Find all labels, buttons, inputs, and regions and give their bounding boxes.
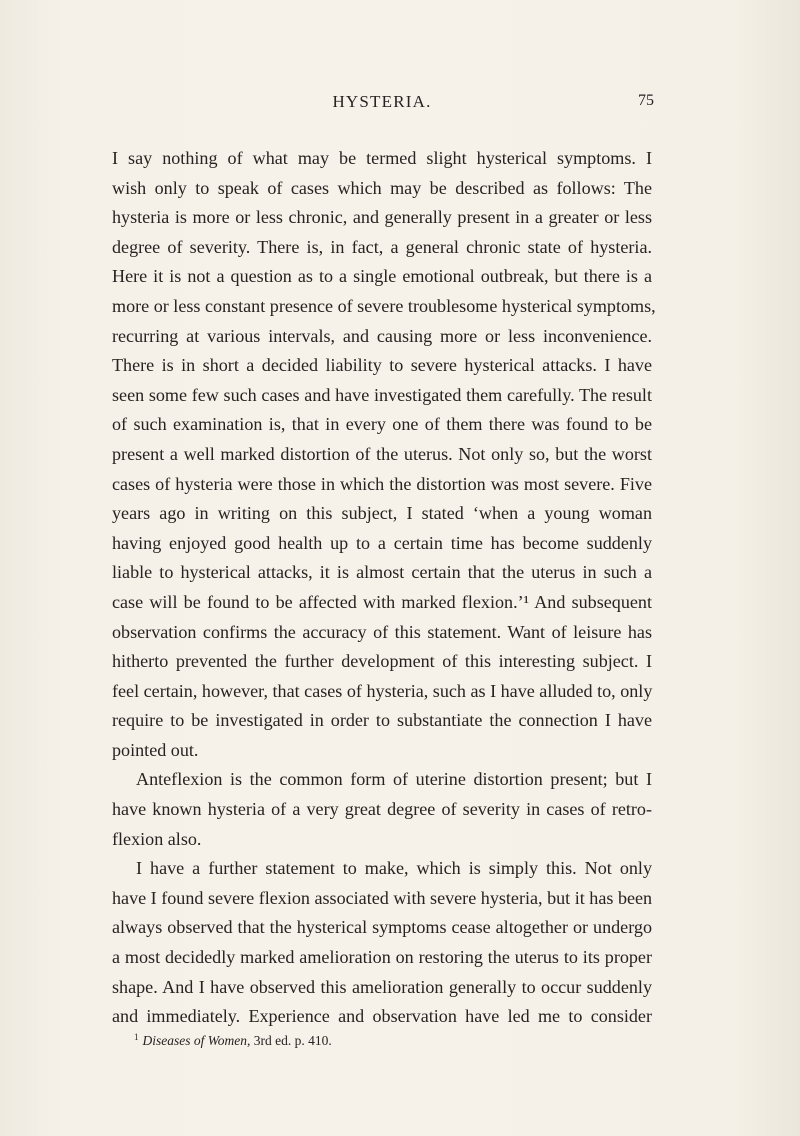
text-line: and immediately. Experience and observation have led me to consider [112,1006,652,1027]
text-line: hysteria is more or less chronic, and generally present in a greater or less [112,207,652,228]
text-line: always observed that the hysterical symptoms cease altogether or undergo [112,917,652,938]
text-line: Anteflexion is the common form of uterine distortion present; but I [136,769,652,790]
text-line: shape. And I have observed this amelioration generally to occur suddenly [112,976,652,997]
text-line: I have a further statement to make, which is simply this. Not only [136,858,652,879]
footnote-book-title: Diseases of Women, [142,1033,251,1048]
footnote [112,1032,674,1049]
text-line: present a well marked distortion of the uterus. Not only so, but the worst [112,443,652,464]
text-line: require to be investigated in order to substantiate the connection I have [112,710,652,731]
text-line: I say nothing of what may be termed slight hysterical symptoms. I [112,148,652,168]
text-line: liable to hysterical attacks, it is almost certain that the uterus in such a [112,562,652,583]
text-line: case will be found to be affected with marked flexion.’¹ And subsequent [112,591,652,612]
text-line: seen some few such cases and have investigated them carefully. The result [112,384,652,405]
text-line: feel certain, however, that cases of hysteria, such as I have alluded to, only [112,680,653,701]
text-line: recurring at various intervals, and causing more or less inconvenience. [112,325,652,346]
running-title: HYSTERIA. [332,92,432,111]
footnote-edition: 3rd ed. p. 410. [250,1033,332,1048]
text-line: of such examination is, that in every one of them there was found to be [112,414,652,435]
text-line: pointed out. [112,739,199,760]
footnote-marker: 1 [134,1032,139,1042]
page-number: 75 [638,92,654,109]
text-line: have known hysteria of a very great degree of severity in cases of retro- [112,799,652,820]
text-line: flexion also. [112,828,202,849]
text-line: having enjoyed good health up to a certain time has become suddenly [112,532,652,553]
text-line: have I found severe flexion associated with severe hysteria, but it has been [112,887,653,908]
text-line: Here it is not a question as to a single emotional outbreak, but there is a [112,266,652,287]
text-line: wish only to speak of cases which may be described as follows: The [112,177,652,198]
text-line: more or less constant presence of severe troublesome hysterical symptoms, [112,295,656,316]
running-head [112,92,652,118]
body-text [112,144,656,1032]
text-line: There is in short a decided liability to severe hysterical attacks. I have [112,355,652,376]
text-line: a most decidedly marked amelioration on restoring the uterus to its proper [112,947,652,968]
text-line: hitherto prevented the further development of this interesting subject. I [112,651,652,672]
text-line: cases of hysteria were those in which the distortion was most severe. Five [112,473,652,494]
text-line: years ago in writing on this subject, I stated ‘when a young woman [112,503,652,524]
text-line: degree of severity. There is, in fact, a general chronic state of hysteria. [112,236,652,257]
text-line: observation confirms the accuracy of this statement. Want of leisure has [112,621,652,642]
